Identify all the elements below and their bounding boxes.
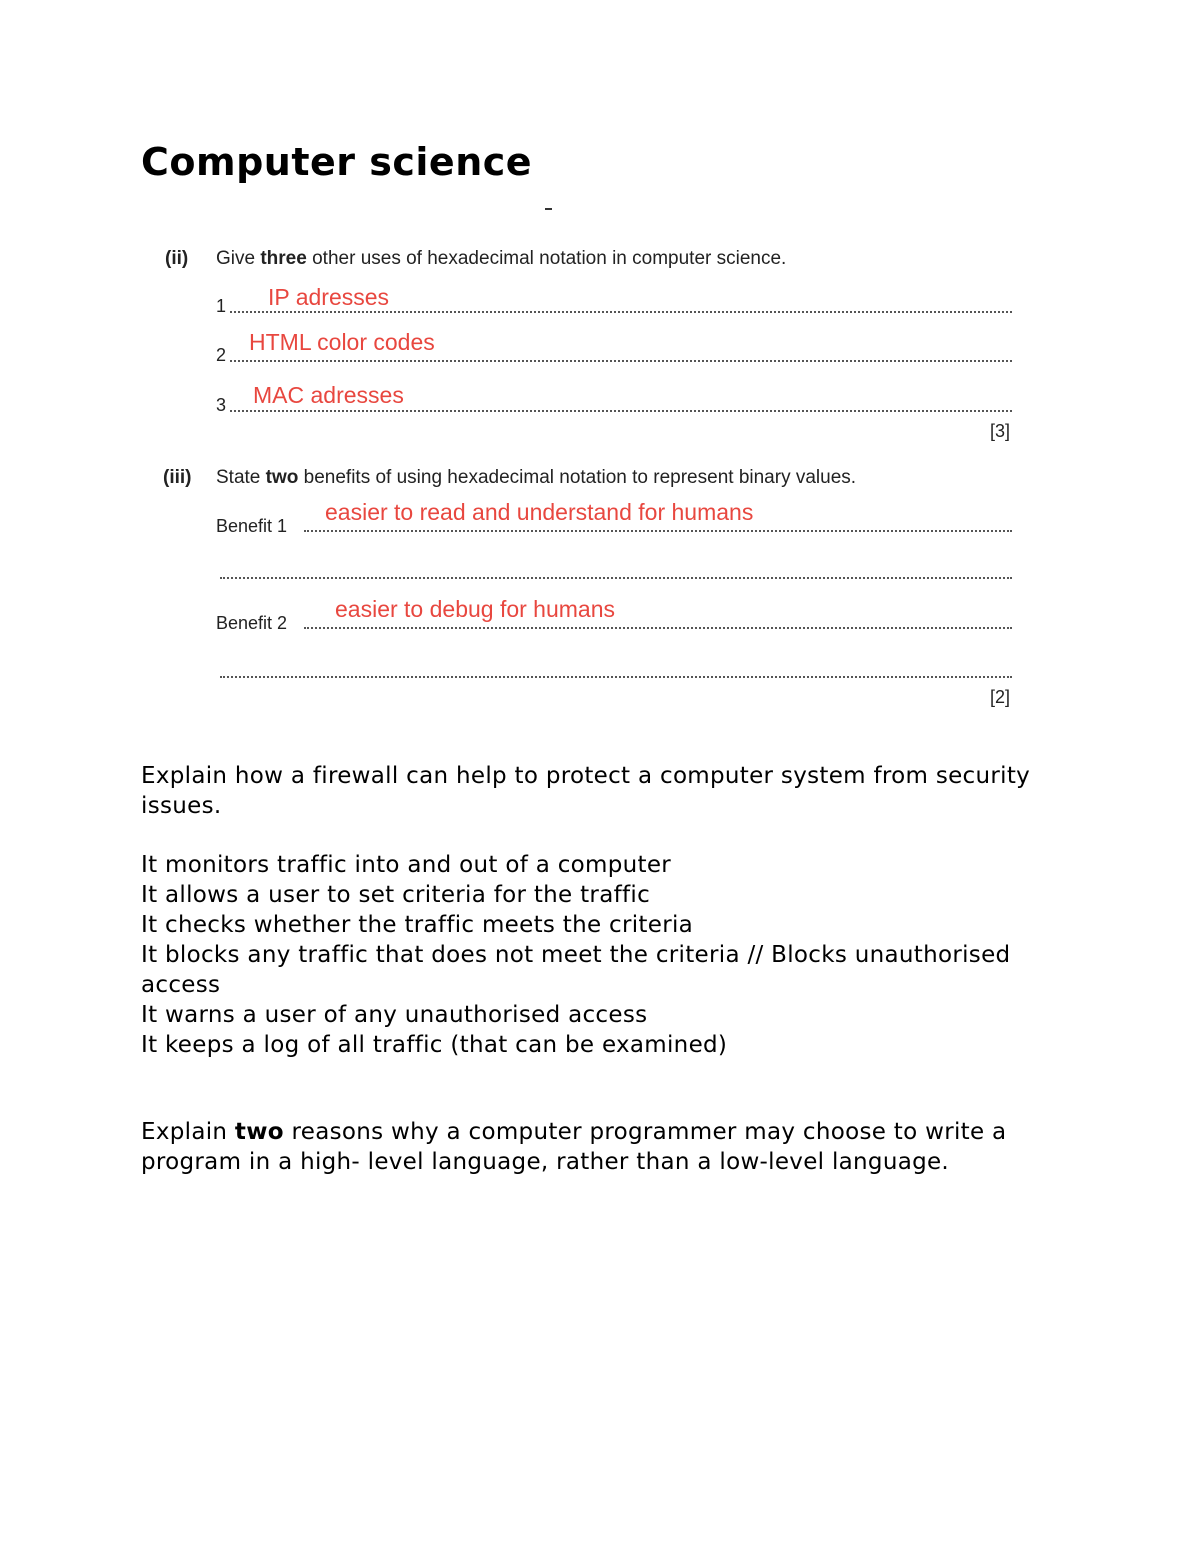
divider-mark: [545, 208, 552, 210]
answer-dotted-line: [304, 627, 1012, 629]
question-emphasis: three: [260, 248, 307, 269]
handwritten-answer: HTML color codes: [249, 329, 435, 355]
firewall-answer-item: It keeps a log of all traffic (that can be examined): [141, 1032, 728, 1058]
question-prefix: State: [216, 467, 261, 488]
firewall-answer-list: [141, 850, 1081, 1060]
question-number: (iii): [163, 467, 192, 488]
benefit-label: Benefit 1: [216, 516, 288, 536]
answer-dotted-line: [230, 360, 1012, 362]
question-suffix: reasons why a computer programmer may choose to write a program in a high- level language, rather than a low-level language.: [141, 1119, 1007, 1175]
question-prefix: Explain: [141, 1119, 228, 1145]
question-suffix: other uses of hexadecimal notation in computer science.: [312, 248, 787, 269]
question-prefix: Give: [216, 248, 256, 269]
question-suffix: benefits of using hexadecimal notation to represent binary values.: [303, 467, 857, 488]
firewall-answer-item: It allows a user to set criteria for the traffic: [141, 882, 651, 908]
firewall-answer-item: It warns a user of any unauthorised access: [141, 1002, 648, 1028]
answer-dotted-line: [220, 676, 1012, 678]
answer-dotted-line: [304, 530, 1012, 532]
handwritten-answer: easier to debug for humans: [335, 596, 616, 622]
answer-dotted-line: [230, 410, 1012, 412]
handwritten-answer: easier to read and understand for humans: [325, 499, 754, 525]
marks-label: [3]: [990, 421, 1011, 441]
firewall-answer-item: It blocks any traffic that does not meet the criteria // Blocks unauthorised access: [141, 942, 1011, 998]
firewall-question: Explain how a firewall can help to protect a computer system from security issues.: [141, 763, 1031, 819]
answer-line-number: 2: [216, 345, 227, 365]
answer-dotted-line: [220, 577, 1012, 579]
question-emphasis: two: [234, 1119, 284, 1145]
question-number: (ii): [165, 248, 189, 269]
firewall-answer-item: It monitors traffic into and out of a computer: [141, 852, 672, 878]
question-text: [216, 248, 786, 270]
handwritten-answer: MAC adresses: [253, 382, 404, 408]
answer-dotted-line: [230, 311, 1012, 313]
marks-label: [2]: [990, 687, 1011, 707]
firewall-answer-item: It checks whether the traffic meets the criteria: [141, 912, 694, 938]
handwritten-answer: IP adresses: [268, 284, 390, 310]
question-text: [216, 467, 856, 489]
question-emphasis: two: [265, 467, 299, 488]
programming-question: [141, 1117, 1081, 1177]
answer-line-number: 3: [216, 395, 227, 415]
page-title: Computer science: [141, 140, 533, 184]
benefit-label: Benefit 2: [216, 613, 288, 633]
answer-line-number: 1: [216, 296, 227, 316]
